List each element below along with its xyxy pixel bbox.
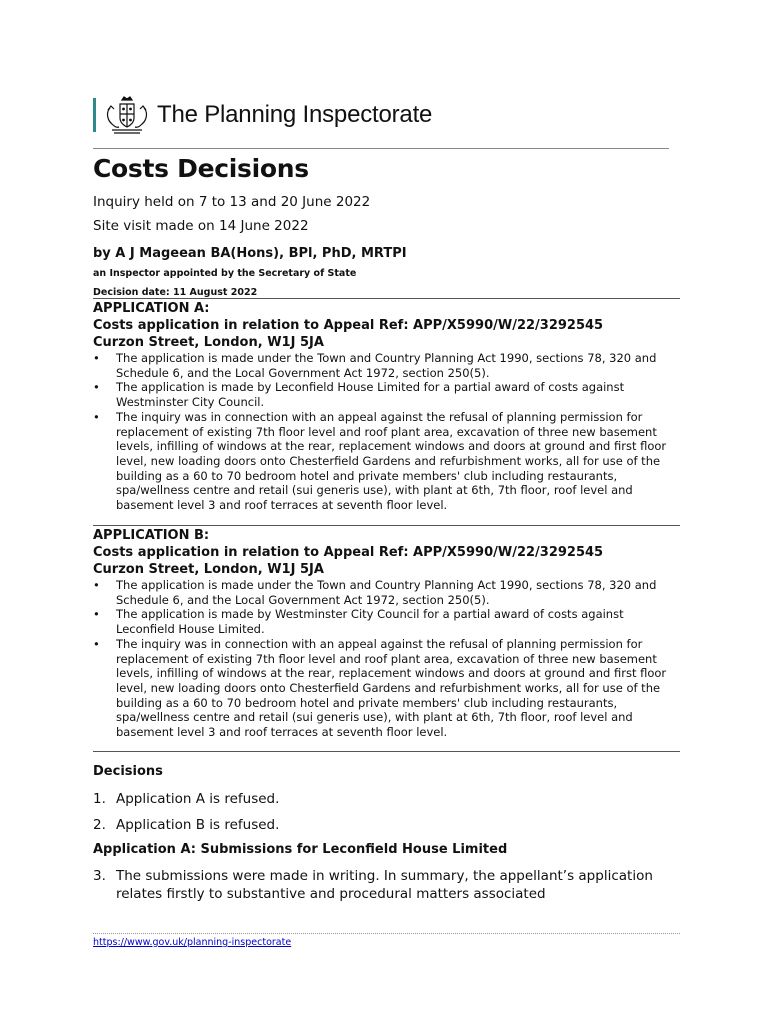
decisions-heading: Decisions [93,764,163,779]
section-divider-a [93,298,680,299]
footer-divider [93,933,680,934]
bullet-icon: • [93,578,100,592]
paragraph-number: 3. [93,868,106,884]
application-b-bullets [93,578,683,740]
section-divider-b [93,525,680,526]
header-divider [93,148,669,149]
page-title: Costs Decisions [93,154,309,183]
list-item [93,637,683,740]
application-a-heading: APPLICATION A: [93,301,210,316]
footer-link[interactable]: https://www.gov.uk/planning-inspectorate [93,937,292,948]
paragraph-text: Application A is refused. [116,791,280,807]
list-item [93,607,683,636]
paragraph-number: 1. [93,791,106,807]
bullet-text: The inquiry was in connection with an appeal against the refusal of planning permission for replacement of existing 7th floor level and roof plant area, excavation of three new basement levels, infilling of windows at the rear, replacement windows and doors at ground and first floor level, new loading doors onto Chesterfield Gardens and refurbishment works, all for use of the building as a 60 to 70 bedroom hotel and private members' club including restaurants, spa/wellness centre and retail (sui generis use), with plant at 6th, 7th floor, roof level and basement level 3 and roof terraces at seventh floor level. [116,636,667,740]
submissions-heading: Application A: Submissions for Leconfield House Limited [93,842,508,857]
site-visit-line: Site visit made on 14 June 2022 [93,218,309,234]
application-a-address: Curzon Street, London, W1J 5JA [93,335,324,350]
bullet-icon: • [93,380,100,395]
inquiry-line: Inquiry held on 7 to 13 and 20 June 2022 [93,194,371,210]
appointed-line: an Inspector appointed by the Secretary of State [93,268,357,279]
decision-item [93,790,683,808]
bullet-text: The application is made under the Town and Country Planning Act 1990, sections 78, 320 and Schedule 6, and the Local Government Act 1972, section 250(5). [116,351,657,380]
royal-coat-of-arms-icon [104,96,150,136]
bullet-text: The application is made by Westminster City Council for a partial award of costs against Leconfield House Limited. [116,607,624,637]
paragraph-number: 2. [93,817,106,833]
paragraph-text: Application B is refused. [116,817,280,833]
bullet-icon: • [93,607,100,622]
application-a-appeal-ref: Costs application in relation to Appeal Ref: APP/X5990/W/22/3292545 [93,318,604,333]
application-b-address: Curzon Street, London, W1J 5JA [93,562,324,577]
organisation-name: The Planning Inspectorate [157,101,433,128]
application-a-bullets [93,351,683,513]
bullet-text: The application is made by Leconfield House Limited for a partial award of costs against Westminster City Council. [116,380,625,410]
inspector-line: by A J Mageean BA(Hons), BPl, PhD, MRTPI [93,246,407,261]
submission-paragraph [93,867,683,903]
decision-item [93,816,683,834]
decision-date: Decision date: 11 August 2022 [93,287,258,298]
bullet-icon: • [93,409,100,424]
logo-accent-bar [93,98,96,132]
list-item [93,578,683,607]
application-b-section [93,527,683,740]
bullet-text: The application is made under the Town and Country Planning Act 1990, sections 78, 320 and Schedule 6, and the Local Government Act 1972, section 250(5). [116,578,657,607]
application-b-appeal-ref: Costs application in relation to Appeal Ref: APP/X5990/W/22/3292545 [93,545,604,560]
bullet-icon: • [93,636,100,651]
list-item [93,410,683,513]
application-b-heading: APPLICATION B: [93,528,210,543]
paragraph-text: The submissions were made in writing. In summary, the appellant’s application relates firstly to substantive and procedural matters associated [116,868,653,902]
section-divider-c [93,751,680,752]
bullet-text: The inquiry was in connection with an appeal against the refusal of planning permission for replacement of existing 7th floor level and roof plant area, excavation of three new basement levels, infilling of windows at the rear, replacement windows and doors at ground and first floor level, new loading doors onto Chesterfield Gardens and refurbishment works, all for use of the building as a 60 to 70 bedroom hotel and private members' club including restaurants, spa/wellness centre and retail (sui generis use), with plant at 6th, 7th floor, roof level and basement level 3 and roof terraces at seventh floor level. [116,409,667,513]
list-item [93,351,683,380]
list-item [93,380,683,409]
bullet-icon: • [93,351,100,365]
application-a-section [93,300,683,513]
